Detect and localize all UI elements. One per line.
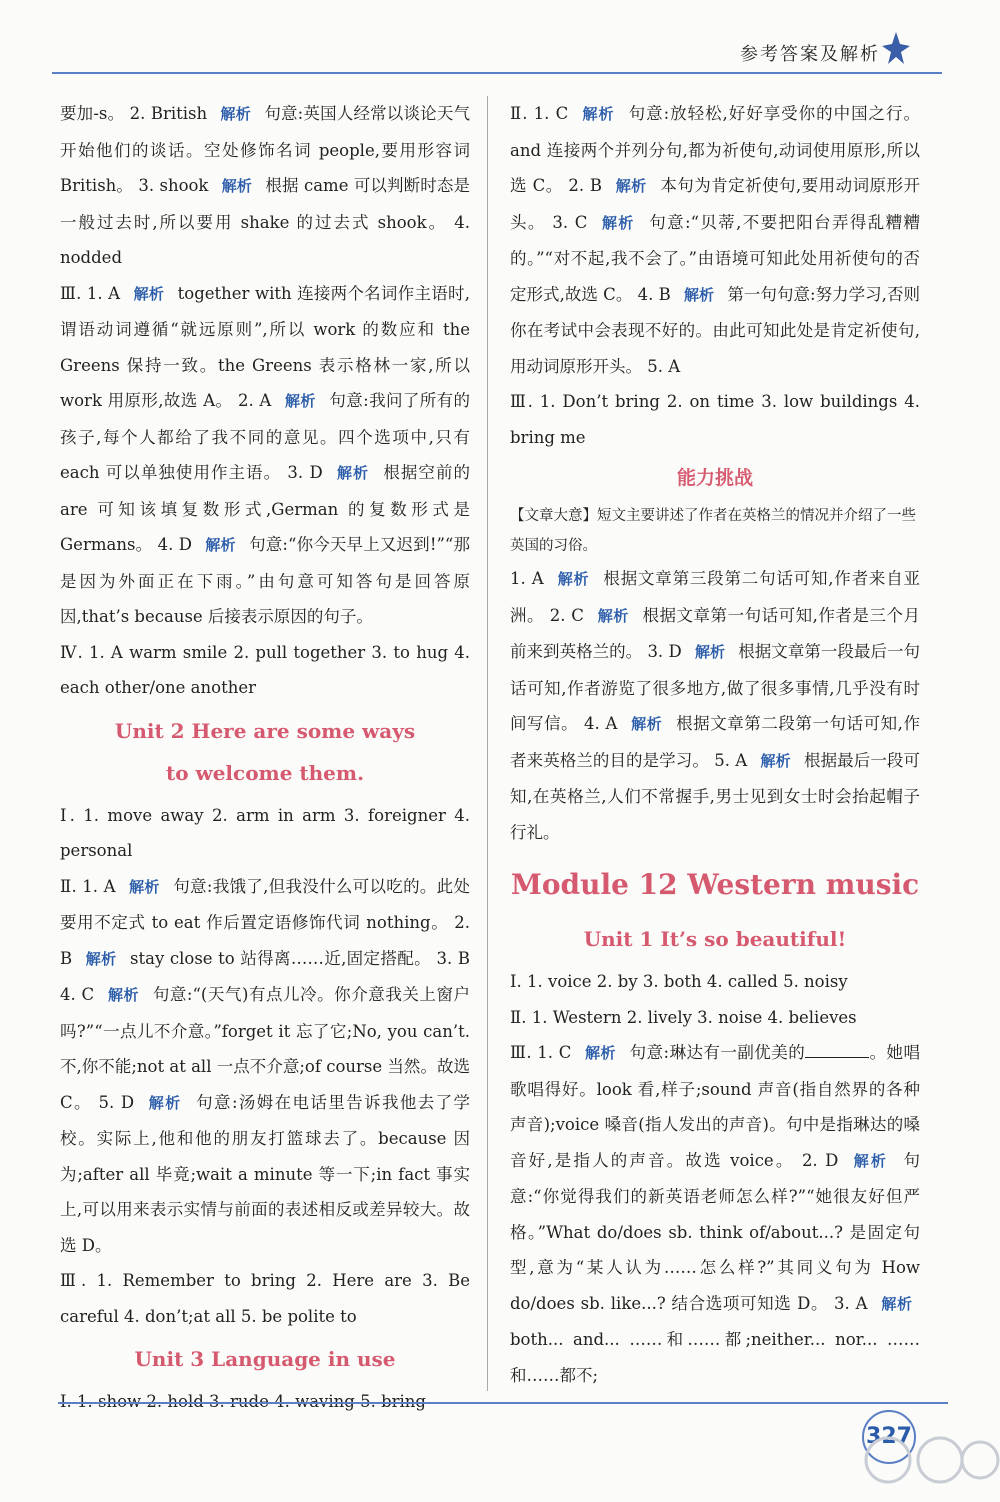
answer-block: 要加-s。 2. British 解析 句意:英国人经常以谈论天气开始他们的谈话。空处修饰名词 people,要用形容词 British。 3. shook 解析 根据 came 可以判断时态是一般过去时,所以要用 shake 的过去式 shook。 4. nodded	[60, 104, 470, 267]
page-number: 327	[862, 1410, 916, 1464]
answer-block: Ⅰ. 1. voice 2. by 3. both 4. called 5. noisy	[510, 972, 848, 991]
answer-block: Ⅳ. 1. A warm smile 2. pull together 3. to hug 4. each other/one another	[60, 642, 470, 697]
header-title: 参考答案及解析	[740, 44, 880, 65]
answer-block: Ⅲ. 1. Remember to bring 2. Here are 3. Be careful 4. don’t;at all 5. be polite to	[60, 1271, 470, 1326]
right-column	[510, 96, 920, 1393]
left-column	[60, 96, 470, 1420]
header-rule	[52, 72, 942, 74]
unit-heading: Unit 2 Here are some ways to welcome them.	[114, 718, 416, 785]
answer-block: Ⅰ. 1. show 2. hold 3. rude 4. waving 5. bring	[60, 1392, 426, 1411]
answer-block: Ⅲ. 1. A 解析 together with 连接两个名词作主语时,谓语动词遵循“就远原则”,所以 work 的数应和 the Greens 保持一致。the Greens 表示格林一家,所以 work 用原形,故选 A。 2. A 解析 句意:我问了所有的孩子,每个人都给了我不同的意见。四个选项中,只有 each 可以单独使用作主语。 3. D 解析 根据空前的 are 可知该填复数形式,German 的复数形式是 Germans。 4. D 解析 句意:“你今天早上又迟到!”“那是因为外面正在下雨。”由句意可知答句是回答原因,that’s because 后接表示原因的句子。	[60, 283, 470, 626]
answer-block: 1. A 解析 根据文章第三段第二句话可知,作者来自亚洲。 2. C 解析 根据文章第一句话可知,作者是三个月前来到英格兰的。 3. D 解析 根据文章第一段最后一句话可知,作者游览了很多地方,做了很多事情,几乎没有时间写信。 4. A 解析 根据文章第二段第一句话可知,作者来英格兰的目的是学习。 5. A 解析 根据最后一段可知,在英格兰,人们不常握手,男士见到女士时会抬起帽子行礼。	[510, 569, 920, 842]
answer-block: Ⅲ. 1. Don’t bring 2. on time 3. low buildings 4. bring me	[510, 392, 920, 447]
column-divider	[487, 96, 488, 1391]
footer-rule	[58, 1402, 948, 1404]
unit-heading: Unit 3 Language in use	[134, 1347, 396, 1371]
unit-heading: Unit 1 It’s so beautiful!	[583, 927, 847, 951]
article-summary: 【文章大意】短文主要讲述了作者在英格兰的情况并介绍了一些英国的习俗。	[510, 508, 916, 554]
section-heading: 能力挑战	[676, 467, 753, 489]
answer-block: Ⅰ. 1. move away 2. arm in arm 3. foreigner 4. personal	[60, 805, 470, 860]
answer-block: Ⅱ. 1. A 解析 句意:我饿了,但我没什么可以吃的。此处要用不定式 to eat 作后置定语修饰代词 nothing。 2. B 解析 stay close to 站得离……近,固定搭配。 3. B 4. C 解析 句意:“(天气)有点儿冷。你介意我关上窗户吗?”“一点儿不介意。”forget it 忘了它;No, you can’t. 不,你不能;not at all 一点不介意;of course 当然。故选 C。 5. D 解析 句意:汤姆在电话里告诉我他去了学校。实际上,他和他的朋友打篮球去了。because 因为;after all 毕竟;wait a minute 等一下;in fact 事实上,可以用来表示实情与前面的表述相反或差异较大。故选 D。	[60, 876, 470, 1255]
answer-block: Ⅱ. 1. Western 2. lively 3. noise 4. believes	[510, 1007, 857, 1027]
answer-block: Ⅲ. 1. C 解析 句意:琳达有一副优美的 。她唱歌唱得好。look 看,样子;sound 声音(指自然界的各种声音);voice 嗓音(指人发出的声音)。句中是指琳达的嗓音好,是指人的声音。故选 voice。 2. D 解析 句意:“你觉得我们的新英语老师怎么样?”“她很友好但严格。”What do/does sb. think of/about...? 是固定句型,意为“某人认为……怎么样?”其同义句为 How do/does sb. like...? 结合选项可知选 D。 3. A 解析 both... and... ……和……都;neither... nor... ……和……都不;	[510, 1043, 921, 1385]
module-heading: Module 12 Western music	[510, 868, 920, 901]
header-emblem-icon	[880, 30, 912, 68]
answer-block: Ⅱ. 1. C 解析 句意:放轻松,好好享受你的中国之行。and 连接两个并列分句,都为祈使句,动词使用原形,所以选 C。 2. B 解析 本句为肯定祈使句,要用动词原形开头。 3. C 解析 句意:“贝蒂,不要把阳台弄得乱糟糟的。”“对不起,我不会了。”由语境可知此处用祈使句的否定形式,故选 C。 4. B 解析 第一句句意:努力学习,否则你在考试中会表现不好的。由此可知此处是肯定祈使句,用动词原形开头。 5. A	[510, 104, 920, 376]
fill-blank	[805, 1043, 869, 1058]
watermark-logo-icon	[860, 1430, 1000, 1490]
